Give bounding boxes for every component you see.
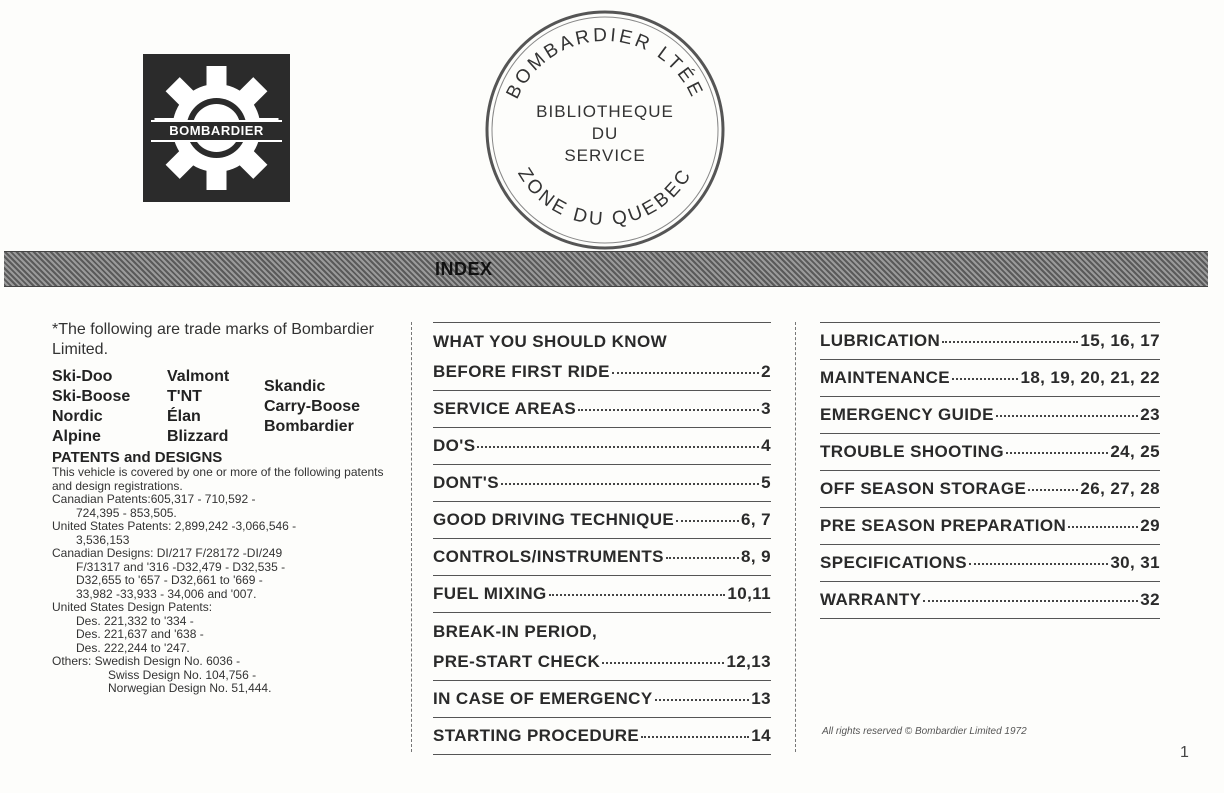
trademark-item: Élan <box>167 408 201 425</box>
trademark-item: Bombardier <box>264 418 354 435</box>
index-entry[interactable] <box>433 465 771 502</box>
entry-page: 2 <box>761 362 771 381</box>
leader-dots <box>578 397 759 411</box>
trademark-intro: *The following are trade marks of Bombardier Limited. <box>52 321 374 358</box>
trademark-item: Carry-Boose <box>264 398 361 415</box>
trademark-item: Blizzard <box>167 428 229 445</box>
canadian-patents: Canadian Patents:605,317 - 710,592 - <box>52 492 256 506</box>
index-entry[interactable] <box>820 508 1160 545</box>
entry-title: FUEL MIXING <box>433 584 547 603</box>
entry-page: 6, 7 <box>741 510 771 529</box>
leader-dots <box>501 471 759 485</box>
leader-dots <box>1028 477 1078 491</box>
leader-dots <box>549 582 726 596</box>
trademark-item: Skandic <box>264 378 326 395</box>
us-patents-cont: 3,536,153 <box>76 532 130 547</box>
bombardier-logo <box>143 54 290 202</box>
index-entry[interactable] <box>820 397 1160 434</box>
leader-dots <box>655 687 750 701</box>
column-divider <box>411 322 412 752</box>
entry-page: 13 <box>751 689 771 708</box>
us-design-patents: United States Design Patents: <box>52 600 213 614</box>
leader-dots <box>641 724 749 738</box>
index-entry[interactable] <box>820 545 1160 582</box>
entry-title: LUBRICATION <box>820 331 941 350</box>
trademark-list <box>52 367 392 447</box>
entry-title: DONT'S <box>433 473 499 492</box>
entry-title: WHAT YOU SHOULD KNOW <box>433 332 668 351</box>
leader-dots <box>477 434 759 448</box>
index-entry[interactable] <box>433 576 771 613</box>
entry-title: BREAK-IN PERIOD, <box>433 622 598 641</box>
stamp-bottom-arc: ZONE DU QUEBEC <box>513 164 697 231</box>
leader-dots <box>666 545 739 559</box>
canadian-designs-line: 33,982 -33,933 - 34,006 and '007. <box>76 586 257 601</box>
entry-page: 18, 19, 20, 21, 22 <box>1020 368 1160 387</box>
index-entry[interactable] <box>433 323 771 391</box>
logo-wordmark: BOMBARDIER <box>151 120 282 142</box>
canadian-designs-line: F/31317 and '316 -D32,479 - D32,535 - <box>76 559 286 574</box>
entry-title: EMERGENCY GUIDE <box>820 405 994 424</box>
canadian-patents-cont: 724,395 - 853,505. <box>76 505 177 520</box>
trademark-item: Valmont <box>167 368 230 385</box>
entry-title: TROUBLE SHOOTING <box>820 442 1004 461</box>
entry-page: 32 <box>1140 590 1160 609</box>
entry-title: SPECIFICATIONS <box>820 553 967 572</box>
leader-dots <box>942 329 1078 343</box>
entry-title: OFF SEASON STORAGE <box>820 479 1027 498</box>
entry-page: 4 <box>761 436 771 455</box>
index-entry[interactable] <box>433 391 771 428</box>
index-entry[interactable] <box>433 502 771 539</box>
entry-title: PRE-START CHECK <box>433 652 601 671</box>
other-designs: Others: Swedish Design No. 6036 - <box>52 654 241 668</box>
us-design-line: Des. 221,637 and '638 - <box>76 627 204 641</box>
entry-title: GOOD DRIVING TECHNIQUE <box>433 510 675 529</box>
us-design-line: Des. 221,332 to '334 - <box>76 613 194 628</box>
entry-page: 29 <box>1140 516 1160 535</box>
copyright-notice: All rights reserved © Bombardier Limited 1972 <box>822 726 1027 737</box>
stamp-line: SERVICE <box>564 146 646 165</box>
entry-title: STARTING PROCEDURE <box>433 726 640 745</box>
entry-title: PRE SEASON PREPARATION <box>820 516 1067 535</box>
leader-dots <box>1006 440 1108 454</box>
svg-text:ZONE DU QUEBEC <box>513 164 696 230</box>
us-design-line: Des. 222,244 to '247. <box>76 640 190 655</box>
leader-dots <box>676 508 739 522</box>
index-entry[interactable] <box>820 323 1160 360</box>
leader-dots <box>602 650 724 664</box>
stamp-center-text <box>478 101 732 167</box>
index-title: INDEX <box>435 259 493 279</box>
index-entry[interactable] <box>433 613 771 681</box>
trademark-item: Ski-Doo <box>52 368 113 385</box>
canadian-designs: Canadian Designs: DI/217 F/28172 -DI/249 <box>52 546 283 560</box>
entry-title: BEFORE FIRST RIDE <box>433 362 610 381</box>
trademark-item: Nordic <box>52 408 103 425</box>
stamp-line: BIBLIOTHEQUE <box>536 102 674 121</box>
entry-page: 15, 16, 17 <box>1080 331 1160 350</box>
us-patents: United States Patents: 2,899,242 -3,066,546 - <box>52 519 297 533</box>
library-stamp <box>478 6 732 254</box>
trademark-column <box>167 367 264 447</box>
trademark-item: T'NT <box>167 388 202 405</box>
entry-page: 3 <box>761 399 771 418</box>
entry-page: 12,13 <box>726 652 771 671</box>
entry-title: CONTROLS/INSTRUMENTS <box>433 547 664 566</box>
index-column-right <box>820 322 1160 619</box>
leader-dots <box>923 588 1138 602</box>
other-designs-line: Swiss Design No. 104,756 - <box>108 667 257 682</box>
entry-title: WARRANTY <box>820 590 922 609</box>
patents-title: PATENTS and DESIGNS <box>52 449 223 466</box>
leader-dots <box>996 403 1138 417</box>
entry-page: 26, 27, 28 <box>1080 479 1160 498</box>
trademark-item: Ski-Boose <box>52 388 131 405</box>
stamp-top-arc: BOMBARDIER LTÉE <box>502 24 708 103</box>
entry-page: 24, 25 <box>1110 442 1160 461</box>
other-designs-line: Norwegian Design No. 51,444. <box>108 681 272 695</box>
leader-dots <box>952 366 1018 380</box>
index-entry[interactable] <box>820 471 1160 508</box>
index-entry[interactable] <box>433 539 771 576</box>
entry-page: 14 <box>751 726 771 745</box>
entry-page: 10,11 <box>727 584 771 603</box>
entry-page: 8, 9 <box>741 547 771 566</box>
page-number: 1 <box>1180 744 1189 761</box>
canadian-designs-line: D32,655 to '657 - D32,661 to '669 - <box>76 573 263 587</box>
trademark-column <box>52 367 167 447</box>
index-header-band <box>4 251 1208 287</box>
index-entry[interactable] <box>433 718 771 755</box>
trademark-item: Alpine <box>52 428 101 445</box>
entry-title: SERVICE AREAS <box>433 399 577 418</box>
trademarks-section <box>52 320 392 696</box>
index-entry[interactable] <box>820 582 1160 619</box>
leader-dots <box>969 551 1108 565</box>
entry-page: 5 <box>761 473 771 492</box>
trademark-column <box>264 367 394 447</box>
index-entry[interactable] <box>433 681 771 718</box>
entry-page: 23 <box>1140 405 1160 424</box>
entry-title: IN CASE OF EMERGENCY <box>433 689 653 708</box>
stamp-line: DU <box>591 124 619 143</box>
patents-intro: This vehicle is covered by one or more of the following patents and design registrations. <box>52 465 384 493</box>
column-divider <box>795 322 796 752</box>
entry-page: 30, 31 <box>1110 553 1160 572</box>
leader-dots <box>1068 514 1138 528</box>
index-entry[interactable] <box>820 434 1160 471</box>
entry-title: MAINTENANCE <box>820 368 951 387</box>
index-entry[interactable] <box>433 428 771 465</box>
index-entry[interactable] <box>820 360 1160 397</box>
index-column-middle <box>433 322 771 755</box>
leader-dots <box>612 360 759 374</box>
entry-title: DO'S <box>433 436 476 455</box>
